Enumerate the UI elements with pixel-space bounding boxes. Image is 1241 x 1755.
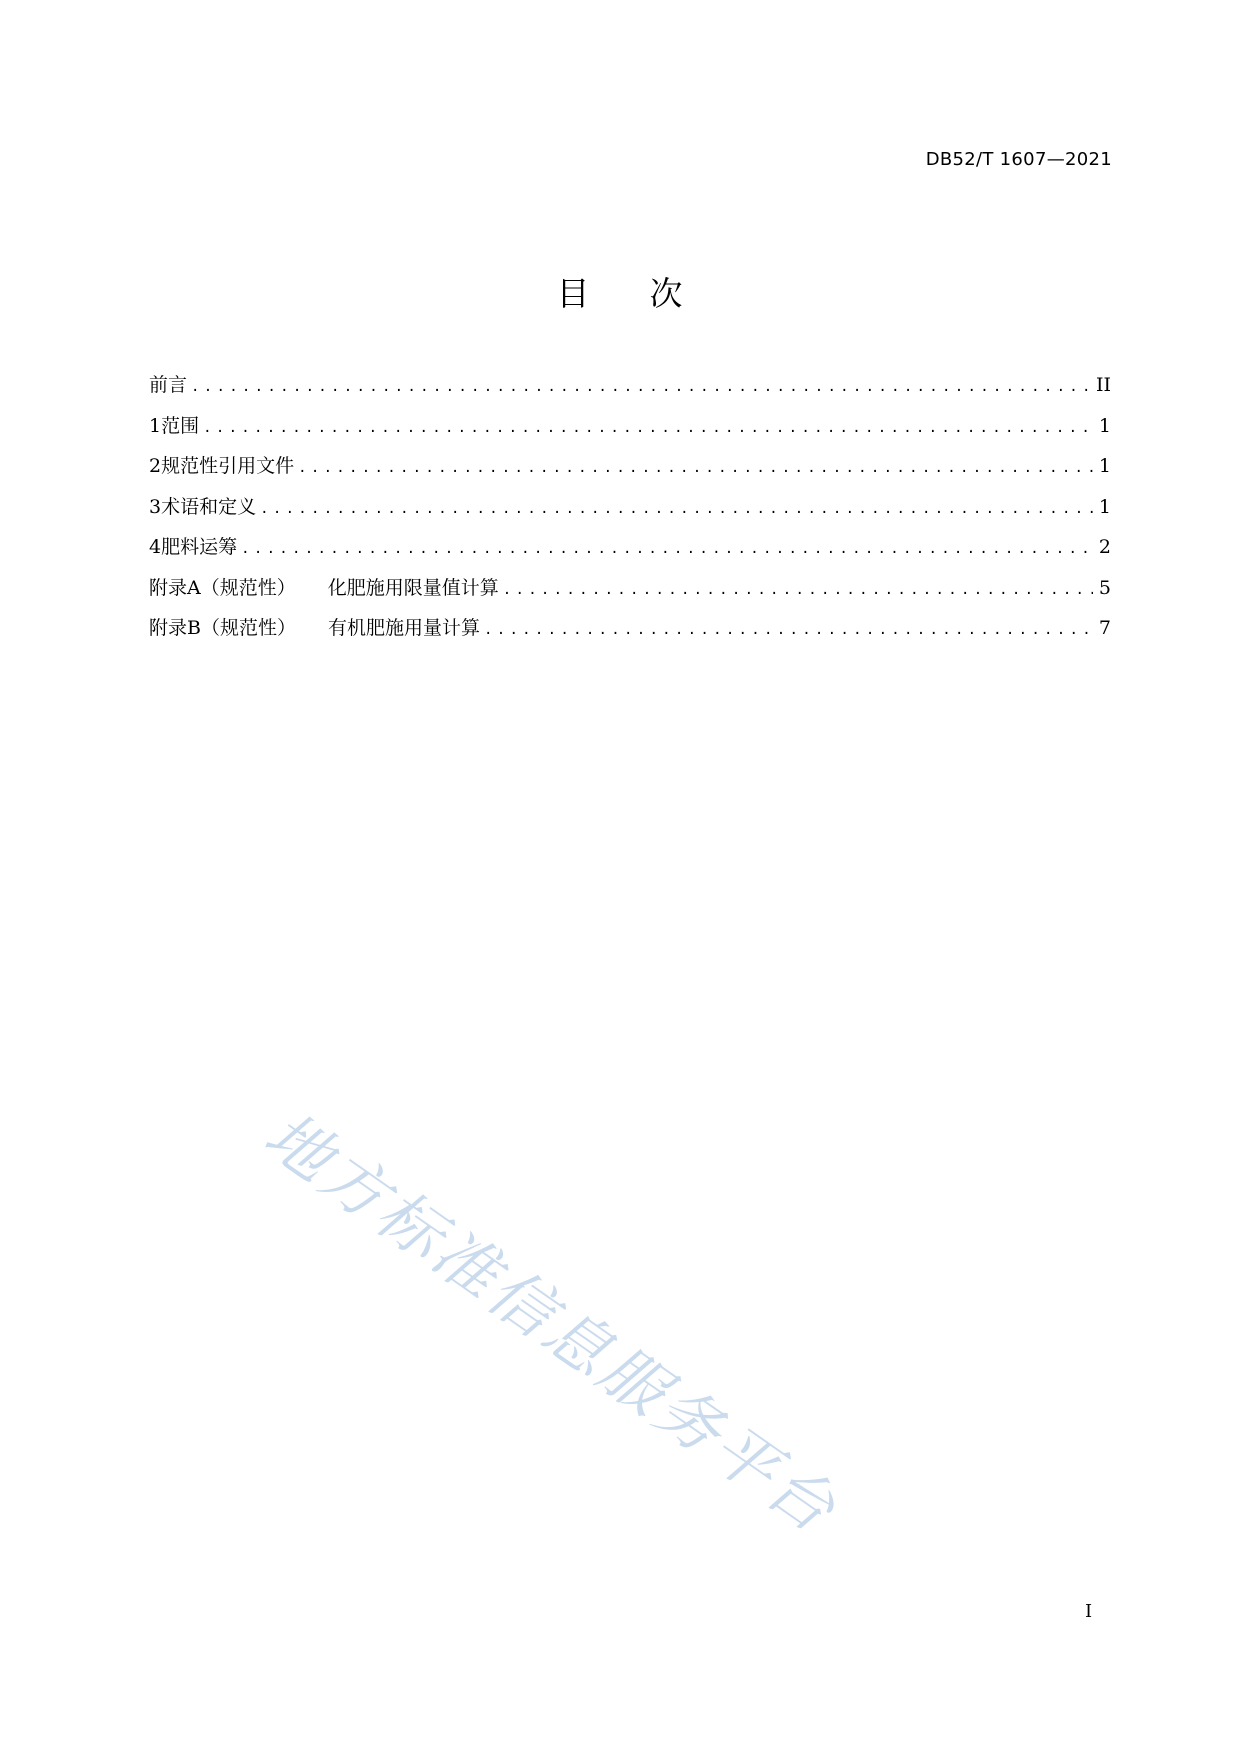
toc-leader-dots xyxy=(203,420,1093,436)
toc-entry-page: 2 xyxy=(1098,536,1111,558)
doc-number: DB52/T 1607—2021 xyxy=(925,149,1112,170)
toc-entry-foreword[interactable] xyxy=(149,370,1111,411)
toc-leader-dots xyxy=(241,541,1093,557)
toc-appendix-prefix: 附录B（规范性） xyxy=(149,617,296,639)
watermark: 地方标准信息服务平台 xyxy=(250,1098,851,1549)
toc-entry-page: 5 xyxy=(1098,576,1111,599)
toc-entry-label xyxy=(149,573,499,600)
toc-entry-appendix-a[interactable] xyxy=(149,573,1111,614)
toc-entry-label xyxy=(149,613,480,640)
toc-entry-number: 4 xyxy=(149,536,162,558)
toc-appendix-title: 有机肥施用量计算 xyxy=(327,617,480,639)
toc-entry-terms-definitions[interactable] xyxy=(149,492,1111,533)
toc-leader-dots xyxy=(191,379,1092,395)
toc-entry-label: 规范性引用文件 xyxy=(161,455,295,477)
toc-entry-scope[interactable] xyxy=(149,411,1111,452)
toc-entry-page: 1 xyxy=(1098,414,1111,437)
toc-appendix-prefix: 附录A（规范性） xyxy=(149,576,296,599)
toc-entry-page: 7 xyxy=(1098,617,1111,639)
toc-entry-label: 范围 xyxy=(161,414,200,437)
toc-entry-appendix-b[interactable] xyxy=(149,613,1111,654)
toc-appendix-title: 化肥施用限量值计算 xyxy=(327,576,499,599)
table-of-contents xyxy=(149,370,1111,654)
toc-entry-number: 3 xyxy=(149,495,162,518)
toc-entry-label: 前言 xyxy=(149,374,188,396)
page-title-part1: 目 xyxy=(556,274,592,313)
toc-leader-dots xyxy=(298,460,1093,476)
page-title xyxy=(0,268,1241,315)
toc-entry-label: 肥料运筹 xyxy=(161,536,238,558)
page-number: I xyxy=(1085,1601,1093,1622)
toc-entry-number: 1 xyxy=(149,414,162,437)
toc-entry-page: 1 xyxy=(1098,455,1111,477)
toc-leader-dots xyxy=(484,622,1093,638)
toc-entry-fertilizer-planning[interactable] xyxy=(149,532,1111,573)
toc-entry-normative-references[interactable] xyxy=(149,451,1111,492)
page-title-part2: 次 xyxy=(649,274,685,313)
toc-entry-page: 1 xyxy=(1098,495,1111,518)
toc-leader-dots xyxy=(260,501,1093,517)
toc-entry-number: 2 xyxy=(149,455,162,477)
toc-entry-label: 术语和定义 xyxy=(161,495,257,518)
toc-entry-page: II xyxy=(1095,374,1111,396)
toc-leader-dots xyxy=(503,582,1093,598)
